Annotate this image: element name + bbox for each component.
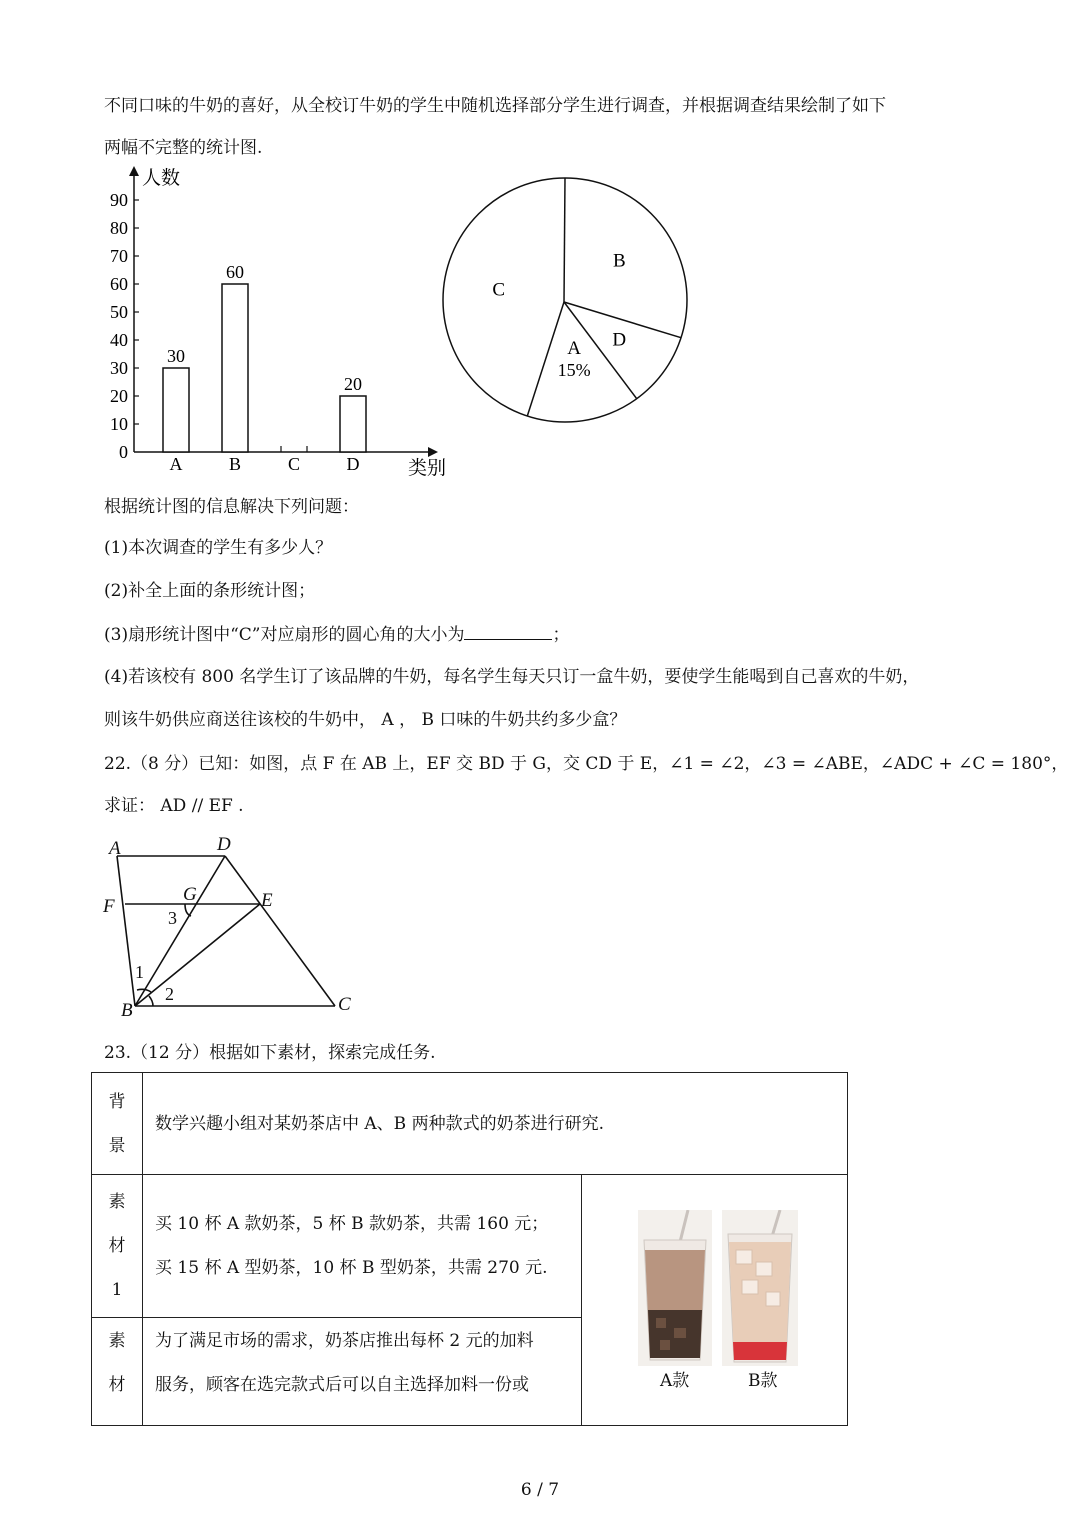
x-tick-label: C [287, 454, 301, 474]
background-label: 背 景 [92, 1073, 143, 1175]
bar-value-label: 60 [226, 262, 244, 282]
material-1-label: 素 材 1 [92, 1175, 143, 1318]
material-1-text: 买 10 杯 A 款奶茶，5 杯 B 款奶茶，共需 160 元； 买 15 杯 A 型奶茶，10 杯 B 型奶茶，共需 270 元. [143, 1175, 582, 1318]
angle-label-1: 1 [135, 962, 144, 982]
y-axis-label: 人数 [142, 168, 181, 189]
pie-label-B: B [612, 250, 626, 272]
label-f: F [103, 896, 115, 917]
bar-value-label: 30 [167, 346, 185, 366]
y-tick-label: 10 [110, 414, 128, 434]
bar-B [222, 284, 248, 452]
pie-percent-A: 15% [557, 359, 591, 380]
pie-boundary [564, 178, 565, 302]
bar-chart [90, 160, 460, 480]
segment-ab [117, 856, 135, 1006]
question-3 [104, 623, 569, 646]
x-axis-label: 类别 [408, 458, 447, 479]
bar-D [340, 396, 366, 452]
y-axis-arrow [129, 166, 139, 176]
label-a: A [109, 838, 121, 859]
material-2-label: 素 材 [92, 1318, 143, 1426]
q22-line-1: 22.（8 分）已知：如图，点 F 在 AB 上，EF 交 BD 于 G，交 CD 于 E，∠1 = ∠2，∠3 = ∠ABE，∠ADC + ∠C = 180°， [104, 754, 1069, 774]
y-tick-label: 40 [110, 330, 128, 350]
question-1: (1)本次调查的学生有多少人？ [104, 538, 333, 558]
pie-label-C: C [492, 279, 506, 301]
angle-label-2: 2 [165, 984, 174, 1004]
milk-tea-a-image [638, 1210, 712, 1366]
caption-a: A款 [660, 1371, 690, 1391]
pie-chart [435, 170, 695, 430]
page-number: 6 / 7 [520, 1480, 560, 1500]
question-3-end: ； [552, 625, 570, 645]
y-tick-label: 30 [110, 358, 128, 378]
question-4-line-1: (4)若该校有 800 名学生订了该品牌的牛奶，每名学生每天只订一盒牛奶，要使学生能喝到自己喜欢的牛奶， [104, 667, 920, 687]
x-tick-label: B [228, 454, 242, 474]
answer-blank[interactable] [464, 623, 552, 640]
pie-label-D: D [612, 329, 627, 351]
segment-bd [135, 856, 225, 1006]
geometry-figure [95, 830, 375, 1025]
y-tick-label: 0 [119, 442, 128, 462]
y-tick-label: 80 [110, 218, 128, 238]
milk-tea-photos [582, 1175, 848, 1426]
question-3-text: (3)扇形统计图中“C”对应扇形的圆心角的大小为 [104, 625, 465, 645]
segment-dc [225, 856, 335, 1006]
milk-tea-b-syrup [733, 1342, 787, 1360]
label-g: G [183, 884, 197, 905]
segment-be [135, 904, 260, 1006]
caption-b: B款 [748, 1371, 778, 1391]
background-text: 数学兴趣小组对某奶茶店中 A、B 两种款式的奶茶进行研究. [143, 1073, 848, 1175]
q22-line-2: 求证： AD // EF . [104, 796, 244, 816]
y-tick-label: 50 [110, 302, 128, 322]
bar-value-label: 20 [344, 374, 362, 394]
angle-arc-2 [149, 996, 153, 1006]
material-2-text: 为了满足市场的需求，奶茶店推出每杯 2 元的加料 服务，顾客在选完款式后可以自主选择加料一份或 [143, 1318, 582, 1426]
milk-tea-b-image [722, 1210, 798, 1366]
angle-label-3: 3 [168, 908, 177, 928]
x-axis-arrow [428, 447, 438, 457]
y-tick-label: 60 [110, 274, 128, 294]
x-tick-label: A [169, 454, 183, 474]
question-4-line-2: 则该牛奶供应商送往该校的牛奶中， A ， B 口味的牛奶共约多少盒？ [104, 710, 627, 730]
label-e: E [261, 890, 273, 911]
y-tick-label: 20 [110, 386, 128, 406]
label-d: D [217, 834, 231, 855]
question-2: (2)补全上面的条形统计图； [104, 581, 316, 601]
label-c: C [338, 994, 351, 1015]
label-b: B [121, 1000, 133, 1021]
q23-title: 23.（12 分）根据如下素材，探索完成任务. [104, 1043, 436, 1063]
y-tick-label: 70 [110, 246, 128, 266]
y-tick-label: 90 [110, 190, 128, 210]
intro-line-1: 不同口味的牛奶的喜好，从全校订牛奶的学生中随机选择部分学生进行调查，并根据调查结果绘制了如下 [104, 96, 886, 116]
pie-label-A: A [567, 337, 582, 359]
intro-line-2: 两幅不完整的统计图. [104, 138, 263, 158]
bar-A [163, 368, 189, 452]
questions-prompt: 根据统计图的信息解决下列问题： [104, 497, 359, 517]
x-tick-label: D [346, 454, 360, 474]
